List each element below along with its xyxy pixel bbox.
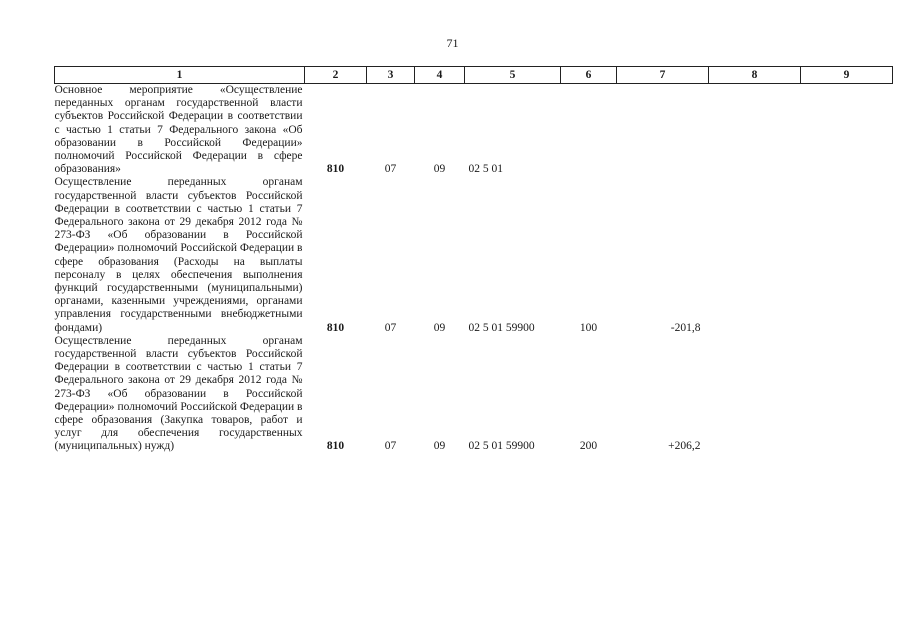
row-cell-5: 02 5 01 59900: [468, 440, 535, 453]
row-cell-3: 07: [384, 163, 397, 176]
column-header-5: 5: [465, 67, 561, 84]
table-row: [55, 176, 893, 334]
row-cell-8: [709, 335, 801, 454]
column-header-7: 7: [617, 67, 709, 84]
row-cell-7: -201,8: [670, 321, 701, 334]
row-cell-3: 07: [384, 440, 397, 453]
column-header-1: 1: [55, 67, 305, 84]
row-cell-8: [709, 176, 801, 334]
row-cell-6: 100: [579, 321, 598, 334]
column-header-9: 9: [801, 67, 893, 84]
row-cell-8: [709, 84, 801, 177]
row-cell-2: 810: [326, 321, 345, 334]
row-cell-4: 09: [433, 163, 446, 176]
header-row: [55, 67, 893, 84]
row-cell-7: +206,2: [668, 440, 701, 453]
row-cell-4: 09: [433, 321, 446, 334]
table-row: [55, 84, 893, 177]
row-description: [55, 84, 305, 177]
column-header-3: 3: [367, 67, 415, 84]
row-cell-4: 09: [433, 440, 446, 453]
row-cell-3: 07: [384, 321, 397, 334]
row-cell-6: 200: [579, 440, 598, 453]
column-header-8: 8: [709, 67, 801, 84]
row-description: [55, 335, 305, 454]
column-header-6: 6: [561, 67, 617, 84]
row-cell-9: [801, 84, 893, 177]
row-cell-2: 810: [326, 163, 345, 176]
row-cell-6: [561, 84, 617, 177]
column-header-4: 4: [415, 67, 465, 84]
row-cell-5: 02 5 01 59900: [468, 321, 535, 334]
budget-table: [54, 66, 893, 454]
table-row: [55, 335, 893, 454]
row-cell-2: 810: [326, 440, 345, 453]
row-description-text: Основное мероприятие «Осуществление переданных органам государственной власти субъектов Российской Федерации в соответствии с частью 1 статьи 7 Федерального закона «Об образовании в Российской Федерации» полномочий Российской Федерации в сфере образования»: [54, 84, 303, 176]
row-description-text: Осуществление переданных органам государственной власти субъектов Российской Федерации в соответствии с частью 1 статьи 7 Федерального закона от 29 декабря 2012 года № 273-ФЗ «Об образовании в Российской Федерации» полномочий Российской Федерации в сфере образования (Закупка товаров, работ и услуг для обеспечения государственных (муниципальных) нужд): [54, 334, 303, 453]
column-header-2: 2: [305, 67, 367, 84]
page-number: 71: [446, 36, 459, 50]
row-cell-9: [801, 176, 893, 334]
row-cell-9: [801, 335, 893, 454]
row-description: [55, 176, 305, 334]
row-description-text: Осуществление переданных органам государственной власти субъектов Российской Федерации в соответствии с частью 1 статьи 7 Федерального закона от 29 декабря 2012 года № 273-ФЗ «Об образовании в Российской Федерации» полномочий Российской Федерации в сфере образования (Расходы на выплаты персоналу в целях обеспечения выполнения функций государственными (муниципальными) органами, казенными учреждениями, органами управления государственными внебюджетными фондами): [54, 176, 303, 334]
row-cell-5: 02 5 01: [468, 163, 503, 176]
row-cell-7: [617, 84, 709, 177]
